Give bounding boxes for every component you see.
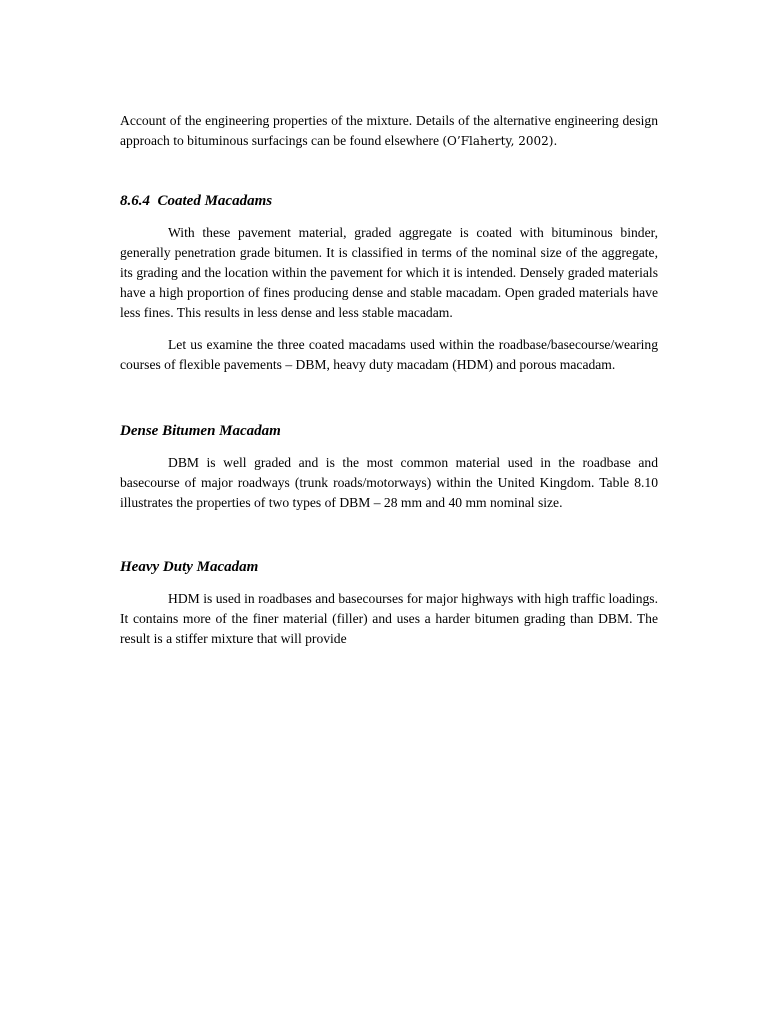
- intro-paragraph: [120, 111, 658, 151]
- intro-text: Account of the engineering properties of the mixture. Details of the alternative engineering design approach to bituminous surfacings can be found elsewhere: [120, 113, 658, 148]
- section-heading-dense-bitumen-macadam: Dense Bitumen Macadam: [120, 423, 281, 439]
- intro-citation: (O’Flaherty, 2002).: [442, 134, 558, 148]
- section-heading-coated-macadams: [120, 191, 658, 211]
- section-title: Coated Macadams: [157, 193, 273, 209]
- coated-macadams-paragraph-2: Let us examine the three coated macadams used within the roadbase/basecourse/wearing courses of flexible pavements – DBM, heavy duty macadam (HDM) and porous macadam.: [120, 337, 658, 372]
- heavy-duty-macadam-paragraph: HDM is used in roadbases and basecourses for major highways with high traffic loadings. It contains more of the finer material (filler) and uses a harder bitumen grading than DBM. The result is a stiffer mixture that will provide: [120, 591, 658, 646]
- section-number: 8.6.4: [120, 193, 150, 209]
- section-heading-heavy-duty-macadam: Heavy Duty Macadam: [120, 559, 259, 575]
- document-page: [120, 111, 658, 649]
- dense-bitumen-macadam-paragraph: DBM is well graded and is the most common material used in the roadbase and basecourse of major roadways (trunk roads/motorways) within the United Kingdom. Table 8.10 illustrates the properties of two types of DBM – 28 mm and 40 mm nominal size.: [120, 455, 658, 510]
- coated-macadams-paragraph-1: With these pavement material, graded aggregate is coated with bituminous binder, generally penetration grade bitumen. It is classified in terms of the nominal size of the aggregate, its grading and the location within the pavement for which it is intended. Densely graded materials have a high proportion of fines producing dense and stable macadam. Open graded materials have less fines. This results in less dense and less stable macadam.: [120, 225, 658, 320]
